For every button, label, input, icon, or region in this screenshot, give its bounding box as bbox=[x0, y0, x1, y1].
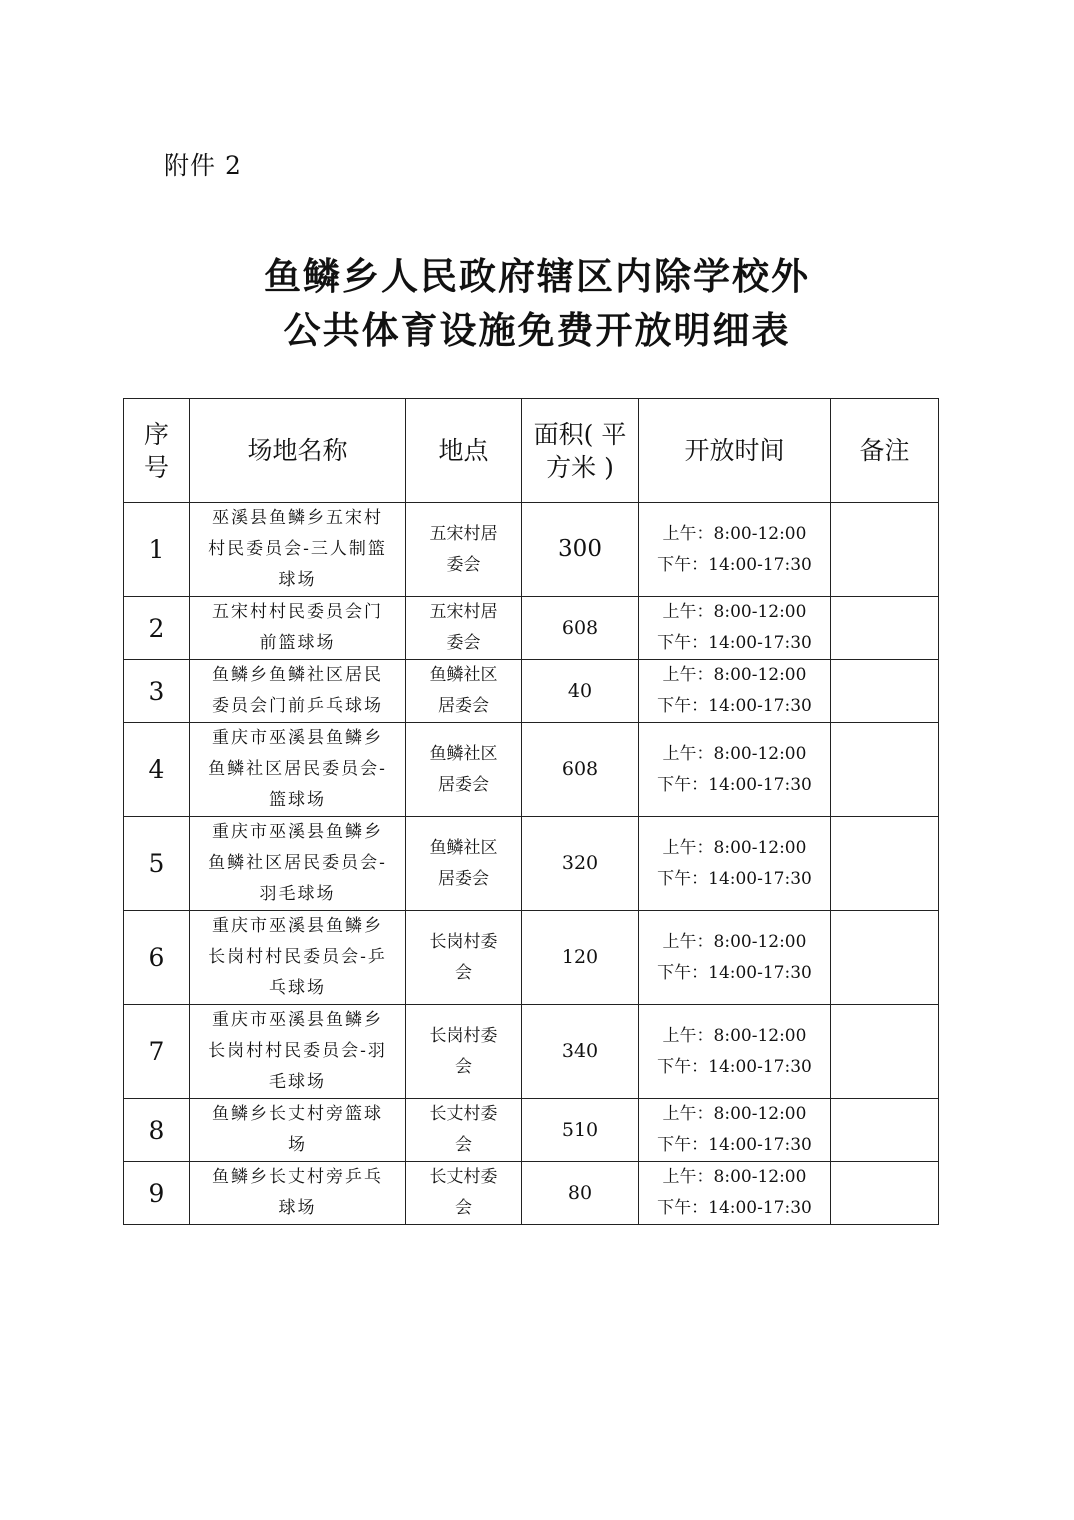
location-line: 委会 bbox=[446, 633, 481, 653]
location-line: 会 bbox=[455, 962, 472, 983]
location-line: 长岗村委 bbox=[429, 1025, 498, 1046]
header-area bbox=[522, 399, 639, 503]
venue-name-line: 球场 bbox=[278, 1198, 317, 1218]
location-line: 居委会 bbox=[438, 774, 489, 795]
row-area: 120 bbox=[522, 911, 639, 1005]
location-line: 长丈村委 bbox=[429, 1104, 498, 1124]
row-remark bbox=[831, 817, 939, 911]
location-line: 鱼鳞社区 bbox=[429, 837, 498, 858]
header-seq-line-2: 号 bbox=[143, 452, 169, 482]
venue-name-line: 长岗村村民委员会-乒 bbox=[208, 947, 387, 967]
venue-name-line: 巫溪县鱼鳞乡五宋村 bbox=[212, 508, 383, 528]
header-area-line-1: 面积( 平 bbox=[533, 419, 627, 449]
hours-afternoon: 下午：14:00-17:30 bbox=[657, 1135, 812, 1155]
venue-name-line: 乓球场 bbox=[269, 978, 326, 998]
hours-morning: 上午：8:00-12:00 bbox=[662, 931, 807, 952]
venue-name-line: 场 bbox=[288, 1135, 307, 1155]
row-location bbox=[406, 1162, 522, 1225]
row-seq: 2 bbox=[124, 597, 190, 660]
row-location bbox=[406, 817, 522, 911]
row-venue-name bbox=[190, 1162, 406, 1225]
location-line: 长岗村委 bbox=[429, 931, 498, 952]
location-line: 鱼鳞社区 bbox=[429, 743, 498, 764]
row-area: 40 bbox=[522, 660, 639, 723]
venue-name-line: 球场 bbox=[278, 570, 317, 590]
location-line: 委会 bbox=[446, 554, 481, 575]
venue-name-line: 委员会门前乒乓球场 bbox=[212, 696, 383, 716]
row-area: 608 bbox=[522, 723, 639, 817]
location-line: 会 bbox=[455, 1135, 472, 1155]
venue-name-line: 重庆市巫溪县鱼鳞乡 bbox=[212, 1010, 383, 1030]
hours-morning: 上午：8:00-12:00 bbox=[662, 1104, 807, 1124]
hours-morning: 上午：8:00-12:00 bbox=[662, 602, 807, 622]
row-seq: 3 bbox=[124, 660, 190, 723]
row-location bbox=[406, 1005, 522, 1099]
table-body bbox=[124, 503, 939, 1225]
header-hours: 开放时间 bbox=[639, 399, 831, 503]
document-title-line-1: 鱼鳞乡人民政府辖区内除学校外 bbox=[264, 255, 810, 298]
hours-afternoon: 下午：14:00-17:30 bbox=[657, 1056, 812, 1077]
hours-afternoon: 下午：14:00-17:30 bbox=[657, 696, 812, 716]
venue-name-line: 鱼鳞社区居民委员会- bbox=[208, 853, 387, 873]
row-venue-name bbox=[190, 597, 406, 660]
table-row bbox=[124, 817, 939, 911]
header-location: 地点 bbox=[406, 399, 522, 503]
header-seq bbox=[124, 399, 190, 503]
row-area: 300 bbox=[522, 503, 639, 597]
row-area: 80 bbox=[522, 1162, 639, 1225]
hours-morning: 上午：8:00-12:00 bbox=[662, 665, 807, 685]
row-area: 340 bbox=[522, 1005, 639, 1099]
location-line: 五宋村居 bbox=[429, 602, 498, 622]
row-location bbox=[406, 1099, 522, 1162]
venue-name-line: 五宋村村民委员会门 bbox=[212, 602, 383, 622]
row-area: 510 bbox=[522, 1099, 639, 1162]
header-seq-line-1: 序 bbox=[143, 419, 169, 449]
row-seq: 6 bbox=[124, 911, 190, 1005]
hours-morning: 上午：8:00-12:00 bbox=[662, 523, 807, 544]
table-row bbox=[124, 1162, 939, 1225]
row-venue-name bbox=[190, 660, 406, 723]
hours-afternoon: 下午：14:00-17:30 bbox=[657, 554, 812, 575]
row-venue-name bbox=[190, 723, 406, 817]
row-hours bbox=[639, 1005, 831, 1099]
row-venue-name bbox=[190, 911, 406, 1005]
row-seq: 5 bbox=[124, 817, 190, 911]
venue-name-line: 鱼鳞乡长丈村旁篮球 bbox=[212, 1104, 383, 1124]
row-area: 608 bbox=[522, 597, 639, 660]
row-hours bbox=[639, 817, 831, 911]
row-seq: 1 bbox=[124, 503, 190, 597]
table-header-row bbox=[124, 399, 939, 503]
row-location bbox=[406, 911, 522, 1005]
hours-afternoon: 下午：14:00-17:30 bbox=[657, 774, 812, 795]
table-row bbox=[124, 723, 939, 817]
header-area-line-2: 方米 ) bbox=[546, 452, 614, 482]
row-hours bbox=[639, 1162, 831, 1225]
table-row bbox=[124, 597, 939, 660]
table-row bbox=[124, 911, 939, 1005]
venue-name-line: 羽毛球场 bbox=[259, 884, 336, 904]
location-line: 鱼鳞社区 bbox=[429, 665, 498, 685]
row-hours bbox=[639, 660, 831, 723]
location-line: 五宋村居 bbox=[429, 523, 498, 544]
document-title-line-2: 公共体育设施免费开放明细表 bbox=[283, 309, 791, 352]
table-row bbox=[124, 660, 939, 723]
row-seq: 7 bbox=[124, 1005, 190, 1099]
row-remark bbox=[831, 1005, 939, 1099]
venue-name-line: 篮球场 bbox=[269, 790, 326, 810]
venue-name-line: 鱼鳞社区居民委员会- bbox=[208, 759, 387, 779]
row-venue-name bbox=[190, 503, 406, 597]
row-location bbox=[406, 503, 522, 597]
hours-morning: 上午：8:00-12:00 bbox=[662, 743, 807, 764]
row-venue-name bbox=[190, 1005, 406, 1099]
table-row bbox=[124, 1099, 939, 1162]
table-row bbox=[124, 503, 939, 597]
header-remarks: 备注 bbox=[831, 399, 939, 503]
hours-morning: 上午：8:00-12:00 bbox=[662, 837, 807, 858]
hours-afternoon: 下午：14:00-17:30 bbox=[657, 962, 812, 983]
facilities-table bbox=[123, 398, 939, 1225]
row-hours bbox=[639, 723, 831, 817]
row-hours bbox=[639, 597, 831, 660]
hours-afternoon: 下午：14:00-17:30 bbox=[657, 633, 812, 653]
location-line: 会 bbox=[455, 1198, 472, 1218]
row-hours bbox=[639, 503, 831, 597]
row-remark bbox=[831, 1099, 939, 1162]
venue-name-line: 重庆市巫溪县鱼鳞乡 bbox=[212, 916, 383, 936]
attachment-label: 附件 2 bbox=[164, 151, 242, 180]
venue-name-line: 鱼鳞乡长丈村旁乒乓 bbox=[212, 1167, 383, 1187]
row-location bbox=[406, 723, 522, 817]
row-remark bbox=[831, 911, 939, 1005]
row-seq: 9 bbox=[124, 1162, 190, 1225]
row-hours bbox=[639, 1099, 831, 1162]
row-location bbox=[406, 597, 522, 660]
row-remark bbox=[831, 660, 939, 723]
venue-name-line: 村民委员会-三人制篮 bbox=[208, 539, 387, 559]
location-line: 长丈村委 bbox=[429, 1167, 498, 1187]
row-venue-name bbox=[190, 817, 406, 911]
header-name: 场地名称 bbox=[190, 399, 406, 503]
row-seq: 8 bbox=[124, 1099, 190, 1162]
row-hours bbox=[639, 911, 831, 1005]
hours-afternoon: 下午：14:00-17:30 bbox=[657, 1198, 812, 1218]
venue-name-line: 长岗村村民委员会-羽 bbox=[208, 1041, 387, 1061]
row-remark bbox=[831, 1162, 939, 1225]
venue-name-line: 毛球场 bbox=[269, 1072, 326, 1092]
location-line: 会 bbox=[455, 1056, 472, 1077]
location-line: 居委会 bbox=[438, 696, 489, 716]
venue-name-line: 前篮球场 bbox=[259, 633, 336, 653]
hours-morning: 上午：8:00-12:00 bbox=[662, 1167, 807, 1187]
row-remark bbox=[831, 503, 939, 597]
row-seq: 4 bbox=[124, 723, 190, 817]
row-area: 320 bbox=[522, 817, 639, 911]
row-remark bbox=[831, 723, 939, 817]
hours-morning: 上午：8:00-12:00 bbox=[662, 1025, 807, 1046]
row-venue-name bbox=[190, 1099, 406, 1162]
row-location bbox=[406, 660, 522, 723]
row-remark bbox=[831, 597, 939, 660]
hours-afternoon: 下午：14:00-17:30 bbox=[657, 868, 812, 889]
venue-name-line: 重庆市巫溪县鱼鳞乡 bbox=[212, 728, 383, 748]
location-line: 居委会 bbox=[438, 868, 489, 889]
table-row bbox=[124, 1005, 939, 1099]
venue-name-line: 重庆市巫溪县鱼鳞乡 bbox=[212, 822, 383, 842]
venue-name-line: 鱼鳞乡鱼鳞社区居民 bbox=[212, 665, 383, 685]
